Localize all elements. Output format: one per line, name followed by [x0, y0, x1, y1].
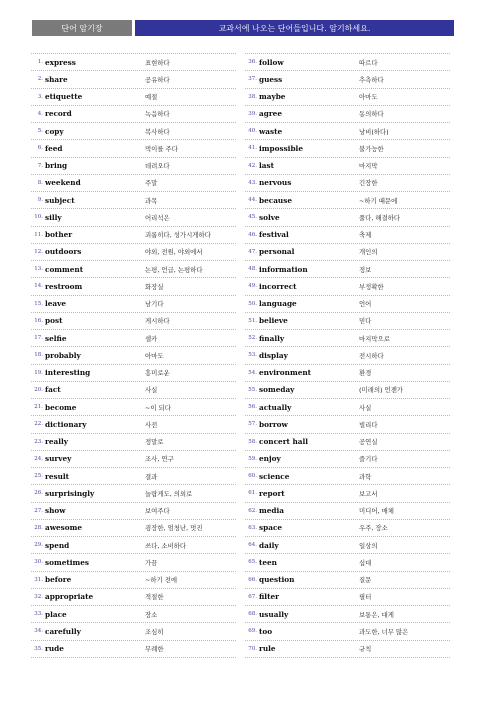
vocab-meaning: 필터 [359, 593, 372, 602]
vocab-word: someday [259, 385, 295, 395]
vocab-meaning: 십대 [359, 558, 372, 567]
vocab-word: believe [259, 316, 288, 326]
vocab-word: etiquette [45, 92, 83, 102]
vocab-number: 31. [34, 576, 43, 583]
vocab-word: festival [259, 230, 289, 240]
vocab-word: rude [45, 644, 64, 654]
vocab-meaning: 조심히 [145, 627, 164, 636]
vocab-number: 26. [34, 490, 43, 497]
vocab-row [245, 140, 450, 157]
vocab-number: 69. [248, 628, 257, 635]
vocab-number: 50. [248, 300, 257, 307]
vocab-meaning: 정말로 [145, 438, 164, 447]
vocab-meaning: 보여주다 [145, 507, 170, 516]
word-column-right [245, 53, 450, 658]
vocab-word: too [259, 626, 273, 636]
vocab-number: 19. [34, 369, 43, 376]
word-column-left [31, 53, 236, 658]
vocab-meaning: ~하기 전에 [145, 576, 178, 585]
vocab-meaning: 환경 [359, 369, 372, 378]
vocab-number: 46. [248, 231, 257, 238]
vocab-row [245, 106, 450, 123]
vocab-word: waste [259, 126, 283, 136]
vocab-meaning: 결과 [145, 472, 158, 481]
vocab-number: 10. [34, 214, 43, 221]
vocab-number: 25. [34, 473, 43, 480]
vocab-row [31, 330, 236, 347]
vocab-word: because [259, 195, 292, 205]
vocab-meaning: 축제 [359, 231, 372, 240]
vocab-word: leave [45, 299, 67, 309]
vocab-meaning: 예절 [145, 93, 158, 102]
vocab-meaning: 게시하다 [145, 317, 170, 326]
vocab-meaning: 사실 [359, 403, 372, 412]
vocab-meaning: 부정확한 [359, 282, 384, 291]
vocab-number: 33. [34, 611, 43, 618]
vocab-word: language [259, 299, 297, 309]
vocab-word: really [45, 437, 68, 447]
vocab-word: outdoors [45, 247, 82, 257]
vocab-row [245, 641, 450, 658]
vocab-number: 47. [248, 248, 257, 255]
vocab-row [31, 606, 236, 623]
vocab-meaning: 사전 [145, 420, 158, 429]
vocab-row [245, 365, 450, 382]
vocab-meaning: 과도한, 너무 많은 [359, 627, 409, 636]
vocab-word: report [259, 488, 285, 498]
vocab-number: 5. [37, 128, 43, 135]
vocab-word: become [45, 402, 77, 412]
vocab-meaning: 빌리다 [359, 420, 378, 429]
vocab-word: sometimes [45, 557, 89, 567]
vocab-meaning: ~이 되다 [145, 403, 171, 412]
vocab-meaning: 논평, 언급, 논평하다 [145, 265, 203, 274]
vocab-number: 60. [248, 473, 257, 480]
vocab-row [31, 485, 236, 502]
vocab-number: 45. [248, 214, 257, 221]
vocab-number: 41. [248, 145, 257, 152]
vocab-row [245, 606, 450, 623]
vocab-meaning: 화장실 [145, 282, 164, 291]
vocab-row [245, 554, 450, 571]
vocab-row [31, 227, 236, 244]
vocab-number: 64. [248, 542, 257, 549]
vocab-meaning: 표현하다 [145, 58, 170, 67]
vocab-word: result [45, 471, 70, 481]
vocab-meaning: 보통은, 대게 [359, 610, 394, 619]
vocab-meaning: 공유하다 [145, 75, 170, 84]
vocab-word: borrow [259, 419, 288, 429]
vocab-word: weekend [45, 178, 81, 188]
vocab-number: 29. [34, 542, 43, 549]
vocab-meaning: 데려오다 [145, 162, 170, 171]
vocab-number: 49. [248, 283, 257, 290]
vocab-meaning: 긴장한 [359, 179, 378, 188]
vocab-number: 59. [248, 455, 257, 462]
vocab-meaning: 일상의 [359, 541, 378, 550]
vocab-row [245, 89, 450, 106]
vocab-meaning: 공연실 [359, 438, 378, 447]
vocab-meaning: 우주, 장소 [359, 524, 388, 533]
vocab-row [31, 296, 236, 313]
vocab-number: 15. [34, 300, 43, 307]
vocab-word: surprisingly [45, 488, 95, 498]
vocab-number: 36. [248, 59, 257, 66]
vocab-number: 62. [248, 507, 257, 514]
vocab-row [245, 537, 450, 554]
vocab-meaning: 전시하다 [359, 351, 384, 360]
vocab-number: 21. [34, 404, 43, 411]
vocab-meaning: 적절한 [145, 593, 164, 602]
vocab-word: appropriate [45, 592, 94, 602]
vocab-meaning: 복사하다 [145, 127, 170, 136]
vocab-row [31, 520, 236, 537]
vocab-number: 2. [37, 76, 43, 83]
vocab-row [31, 416, 236, 433]
vocab-meaning: 놀랍게도, 의외로 [145, 489, 193, 498]
vocab-number: 67. [248, 593, 257, 600]
vocab-word: dictionary [45, 419, 87, 429]
vocab-row [31, 261, 236, 278]
vocab-word: rule [259, 644, 276, 654]
vocab-row [245, 227, 450, 244]
vocab-word: teen [259, 557, 277, 567]
vocab-row [31, 209, 236, 226]
vocab-number: 70. [248, 645, 257, 652]
vocab-row [31, 641, 236, 658]
vocab-meaning: 장소 [145, 610, 158, 619]
vocab-row [31, 468, 236, 485]
vocab-row [245, 313, 450, 330]
vocab-row [245, 589, 450, 606]
vocab-meaning: 정보 [359, 265, 372, 274]
vocab-row [245, 209, 450, 226]
vocab-number: 11. [34, 231, 43, 238]
vocab-meaning: 보고서 [359, 489, 378, 498]
vocab-word: agree [259, 109, 282, 119]
vocab-row [245, 123, 450, 140]
vocab-word: usually [259, 609, 289, 619]
vocab-row [245, 520, 450, 537]
vocab-row [245, 503, 450, 520]
vocab-meaning: 마지막 [359, 162, 378, 171]
vocab-row [245, 623, 450, 640]
vocab-row [31, 158, 236, 175]
vocab-row [245, 330, 450, 347]
vocab-number: 13. [34, 266, 43, 273]
vocab-meaning: 먹이를 주다 [145, 144, 178, 153]
vocab-number: 65. [248, 559, 257, 566]
vocab-word: nervous [259, 178, 292, 188]
vocab-word: express [45, 57, 76, 67]
vocab-meaning: 풀다, 해결하다 [359, 213, 401, 222]
vocab-meaning: 믿다 [359, 317, 372, 326]
vocab-number: 16. [34, 317, 43, 324]
vocab-row [245, 158, 450, 175]
vocab-number: 58. [248, 438, 257, 445]
vocab-meaning: 가끔 [145, 558, 158, 567]
vocab-meaning: 마지막으로 [359, 334, 390, 343]
vocab-meaning: 사실 [145, 386, 158, 395]
vocab-number: 20. [34, 386, 43, 393]
vocab-word: guess [259, 74, 283, 84]
vocab-number: 7. [37, 162, 43, 169]
vocab-meaning: 어리석은 [145, 213, 170, 222]
vocab-row [31, 244, 236, 261]
vocab-word: enjoy [259, 454, 281, 464]
vocab-number: 42. [248, 162, 257, 169]
vocab-meaning: 규칙 [359, 645, 372, 654]
vocab-row [31, 313, 236, 330]
vocab-number: 4. [37, 110, 43, 117]
vocab-row [245, 192, 450, 209]
vocab-word: question [259, 575, 295, 585]
vocab-number: 56. [248, 404, 257, 411]
vocab-meaning: 괴롭히다, 성가시게하다 [145, 231, 211, 240]
vocab-word: bother [45, 230, 73, 240]
vocab-meaning: 조사, 연구 [145, 455, 174, 464]
vocab-meaning: 주말 [145, 179, 158, 188]
vocab-meaning: 미디어, 매체 [359, 507, 394, 516]
vocab-word: bring [45, 161, 68, 171]
vocab-meaning: 굉장한, 엄청난, 멋진 [145, 524, 203, 533]
vocab-word: media [259, 506, 284, 516]
vocab-meaning: 낭비(하다) [359, 127, 389, 136]
vocab-word: actually [259, 402, 292, 412]
vocab-row [31, 71, 236, 88]
vocab-row [31, 192, 236, 209]
vocab-meaning: ~하기 때문에 [359, 196, 398, 205]
vocab-meaning: 쓰다, 소비하다 [145, 541, 187, 550]
vocab-word: survey [45, 454, 72, 464]
vocab-row [245, 244, 450, 261]
vocab-row [31, 175, 236, 192]
vocab-meaning: 추측하다 [359, 75, 384, 84]
vocab-meaning: 남기다 [145, 300, 164, 309]
vocab-word: spend [45, 540, 70, 550]
vocab-word: incorrect [259, 281, 297, 291]
vocab-number: 38. [248, 93, 257, 100]
vocab-number: 1. [37, 59, 43, 66]
vocab-number: 32. [34, 593, 43, 600]
vocab-word: impossible [259, 143, 303, 153]
vocab-word: place [45, 609, 67, 619]
vocab-row [245, 175, 450, 192]
vocab-word: silly [45, 212, 62, 222]
vocab-number: 12. [34, 248, 43, 255]
vocab-number: 44. [248, 197, 257, 204]
vocab-row [31, 382, 236, 399]
vocab-word: post [45, 316, 63, 326]
vocab-word: show [45, 506, 66, 516]
vocab-row [31, 123, 236, 140]
vocab-meaning: 즐기다 [359, 455, 378, 464]
vocab-number: 23. [34, 438, 43, 445]
vocab-meaning: 과학 [359, 472, 372, 481]
vocab-row [31, 537, 236, 554]
header-left-title: 단어 암기장 [32, 20, 132, 36]
vocab-number: 24. [34, 455, 43, 462]
vocab-row [245, 278, 450, 295]
vocab-word: interesting [45, 368, 91, 378]
vocab-row [31, 399, 236, 416]
vocab-row [245, 261, 450, 278]
vocab-number: 48. [248, 266, 257, 273]
vocab-number: 57. [248, 421, 257, 428]
vocab-word: subject [45, 195, 75, 205]
vocab-meaning: 야외, 전원, 야외에서 [145, 248, 203, 257]
vocab-row [31, 347, 236, 364]
vocab-number: 39. [248, 110, 257, 117]
vocab-number: 22. [34, 421, 43, 428]
vocab-row [245, 71, 450, 88]
vocab-number: 9. [37, 197, 43, 204]
vocab-meaning: 녹음하다 [145, 110, 170, 119]
vocab-word: probably [45, 350, 81, 360]
vocab-number: 35. [34, 645, 43, 652]
vocab-word: feed [45, 143, 63, 153]
vocab-row [31, 89, 236, 106]
vocab-row [31, 434, 236, 451]
vocab-word: selfie [45, 333, 67, 343]
vocab-word: personal [259, 247, 295, 257]
vocab-number: 66. [248, 576, 257, 583]
vocab-number: 37. [248, 76, 257, 83]
vocab-row [245, 347, 450, 364]
vocab-word: comment [45, 264, 84, 274]
vocab-meaning: 따르다 [359, 58, 378, 67]
vocab-word: maybe [259, 92, 286, 102]
vocab-row [245, 572, 450, 589]
vocab-word: space [259, 523, 283, 533]
vocab-row [245, 468, 450, 485]
vocab-row [31, 554, 236, 571]
vocab-word: record [45, 109, 72, 119]
vocab-meaning: 언어 [359, 300, 372, 309]
vocab-number: 54. [248, 369, 257, 376]
vocab-word: concert hall [259, 437, 309, 447]
vocab-meaning: 셀카 [145, 334, 158, 343]
vocab-number: 27. [34, 507, 43, 514]
vocab-row [245, 399, 450, 416]
vocab-word: restroom [45, 281, 83, 291]
vocab-row [245, 416, 450, 433]
vocab-meaning: 흥미로운 [145, 369, 170, 378]
vocab-number: 61. [248, 490, 257, 497]
vocab-number: 28. [34, 524, 43, 531]
vocab-row [31, 451, 236, 468]
vocab-word: filter [259, 592, 279, 602]
vocab-number: 52. [248, 335, 257, 342]
vocab-row [31, 623, 236, 640]
vocab-number: 18. [34, 352, 43, 359]
vocab-row [245, 485, 450, 502]
vocab-meaning: 동의하다 [359, 110, 384, 119]
vocab-word: share [45, 74, 68, 84]
vocab-number: 51. [248, 317, 257, 324]
vocab-number: 17. [34, 335, 43, 342]
vocab-row [245, 451, 450, 468]
vocab-number: 55. [248, 386, 257, 393]
vocab-meaning: 아마도 [359, 93, 378, 102]
vocab-row [245, 434, 450, 451]
vocab-word: display [259, 350, 288, 360]
vocab-meaning: 질문 [359, 576, 372, 585]
vocab-row [245, 296, 450, 313]
vocab-meaning: 아마도 [145, 351, 164, 360]
vocab-row [31, 106, 236, 123]
vocab-row [245, 382, 450, 399]
vocab-row [31, 365, 236, 382]
vocab-word: environment [259, 368, 312, 378]
vocab-word: fact [45, 385, 61, 395]
vocab-word: last [259, 161, 274, 171]
vocab-number: 6. [37, 145, 43, 152]
vocab-number: 43. [248, 179, 257, 186]
vocab-meaning: 과목 [145, 196, 158, 205]
vocab-meaning: 개인의 [359, 248, 378, 257]
vocab-number: 8. [37, 179, 43, 186]
vocab-word: solve [259, 212, 280, 222]
vocab-row [31, 589, 236, 606]
vocab-word: awesome [45, 523, 82, 533]
vocab-number: 53. [248, 352, 257, 359]
vocab-meaning: (미래의) 언젠가 [359, 386, 404, 395]
vocab-word: daily [259, 540, 279, 550]
vocab-row [31, 278, 236, 295]
vocab-number: 34. [34, 628, 43, 635]
vocab-word: science [259, 471, 290, 481]
vocab-number: 68. [248, 611, 257, 618]
vocab-row [31, 572, 236, 589]
vocab-word: follow [259, 57, 284, 67]
vocab-row [31, 503, 236, 520]
vocab-word: before [45, 575, 72, 585]
vocab-number: 40. [248, 128, 257, 135]
vocab-word: carefully [45, 626, 81, 636]
vocab-row [245, 53, 450, 71]
header-right-title: 교과서에 나오는 단어들입니다. 암기하세요. [135, 20, 454, 36]
vocab-number: 3. [37, 93, 43, 100]
vocab-word: information [259, 264, 308, 274]
vocab-row [31, 53, 236, 71]
vocab-row [31, 140, 236, 157]
vocab-word: copy [45, 126, 64, 136]
vocab-number: 14. [34, 283, 43, 290]
vocab-meaning: 불가능한 [359, 144, 384, 153]
vocab-number: 63. [248, 524, 257, 531]
vocab-number: 30. [34, 559, 43, 566]
vocab-word: finally [259, 333, 285, 343]
vocab-meaning: 무례한 [145, 645, 164, 654]
